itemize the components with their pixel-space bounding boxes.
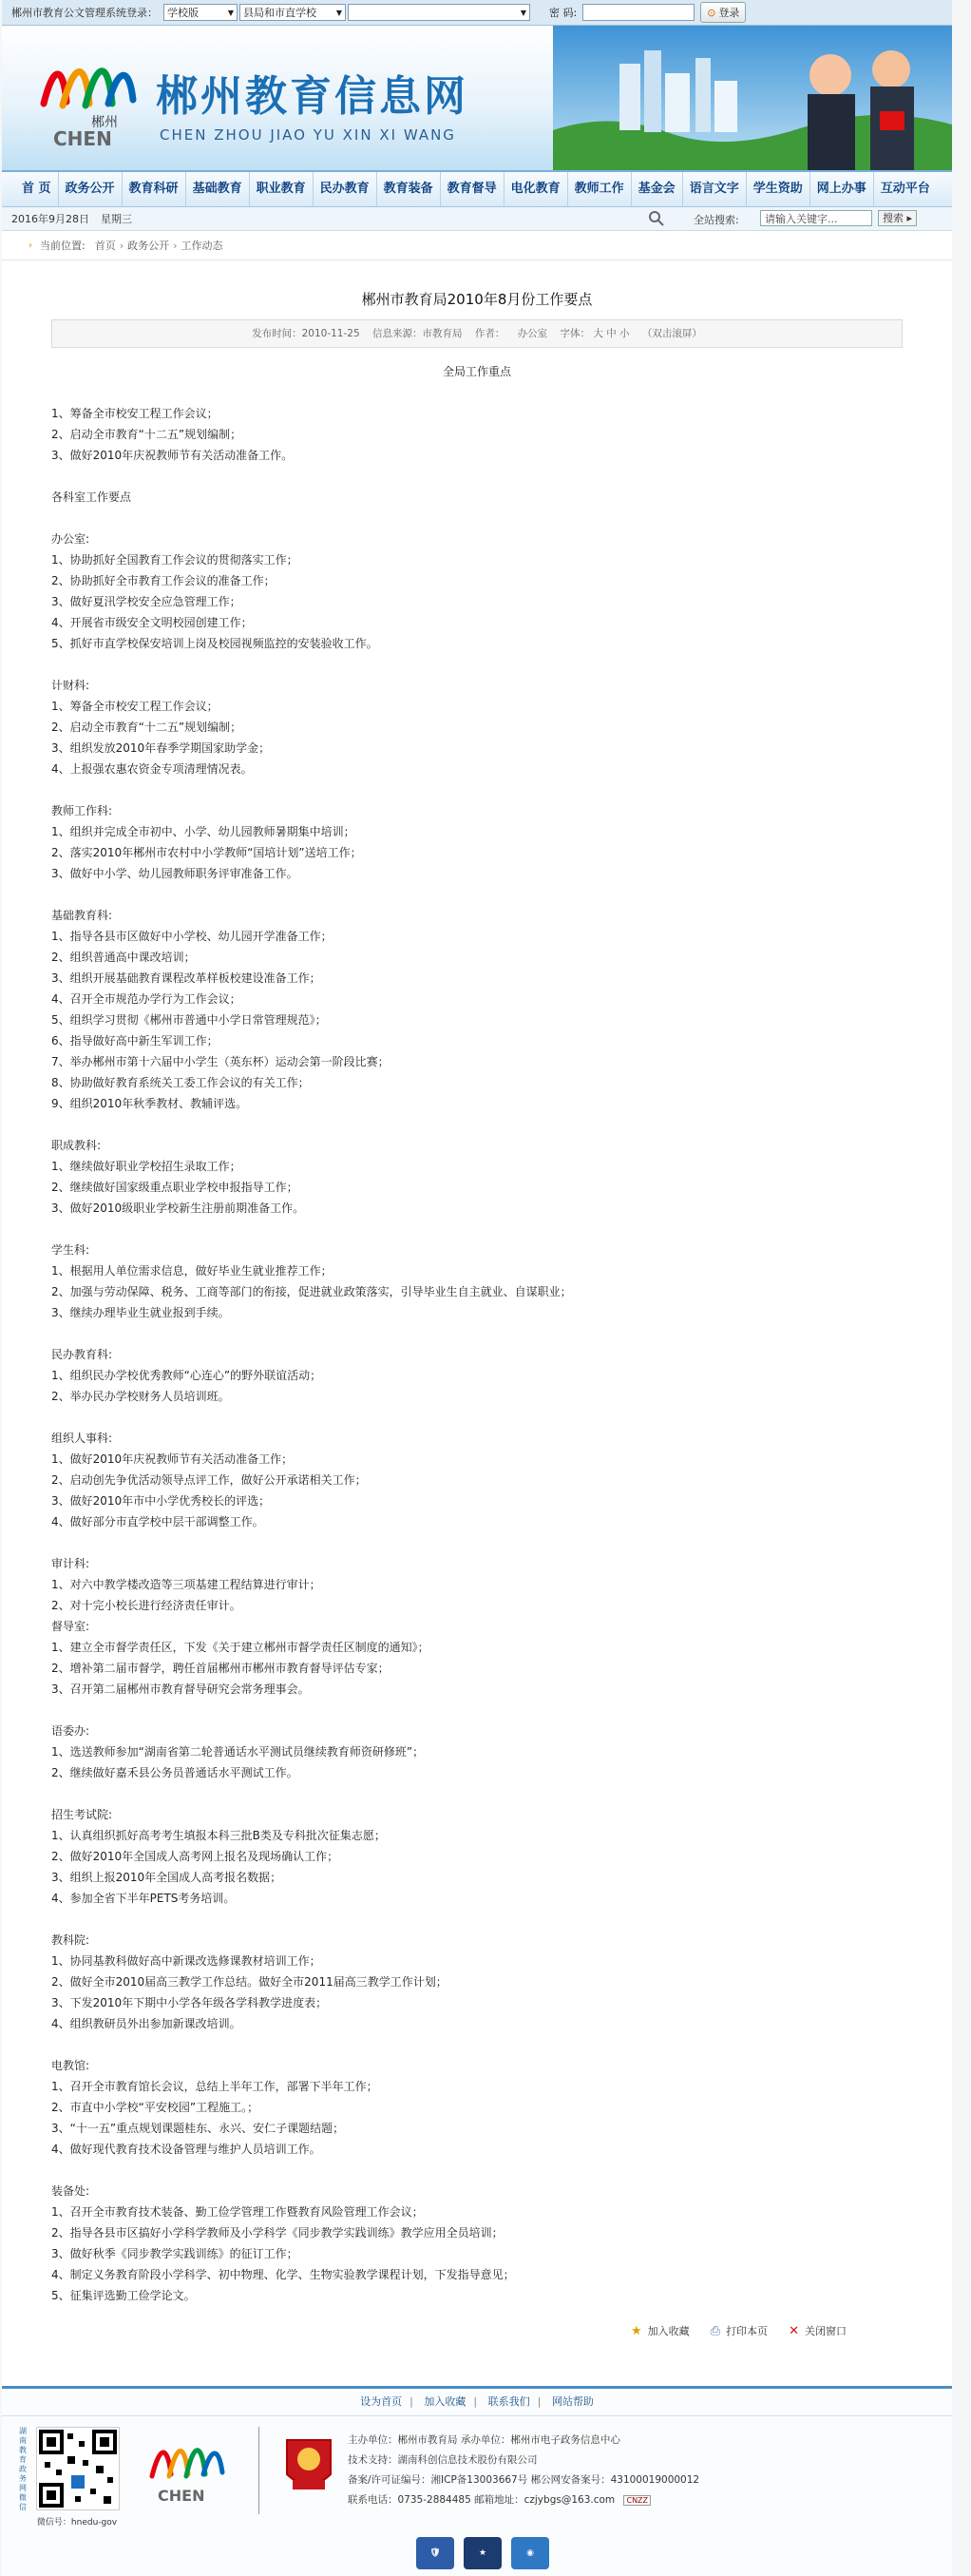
footer-links bbox=[2, 2389, 952, 2416]
school-select[interactable] bbox=[348, 4, 530, 21]
printer-icon: ⎙ bbox=[710, 2323, 721, 2338]
article-line: 基础教育科: bbox=[51, 909, 113, 922]
breadcrumb-separator: › bbox=[119, 239, 124, 252]
search-label: 全站搜索: bbox=[694, 214, 739, 226]
article-line: 2、举办民办学校财务人员培训班。 bbox=[51, 1390, 230, 1403]
article-line: 2、协助抓好全市教育工作会议的准备工作； bbox=[51, 574, 276, 587]
article-line: 1、筹备全市校安工程工作会议； bbox=[51, 407, 219, 420]
wechat-id: 微信号：hnedu-gov bbox=[36, 2518, 118, 2528]
site-banner bbox=[2, 26, 952, 170]
blank-line bbox=[51, 779, 903, 800]
footer-link-help[interactable]: 网站帮助 bbox=[551, 2395, 594, 2408]
nav-item-foundation[interactable]: 基金会 bbox=[632, 172, 683, 206]
nav-item-government-affairs[interactable]: 政务公开 bbox=[59, 172, 123, 206]
article-line: 1、认真组织抓好高考考生填报本科三批B类及专科批次征集志愿； bbox=[51, 1829, 386, 1842]
system-login-label: 郴州市教育公文管理系统登录： bbox=[11, 7, 158, 19]
article-line: 2、组织普通高中课改培训； bbox=[51, 951, 196, 964]
nav-item-private-education[interactable]: 民办教育 bbox=[314, 172, 377, 206]
article-lines bbox=[51, 403, 903, 2306]
article-line: 4、召开全市规范办学行为工作会议； bbox=[51, 992, 241, 1006]
article-line: 9、组织2010年秋季教材、教辅评选。 bbox=[51, 1097, 248, 1110]
footer-contact bbox=[348, 2490, 699, 2510]
article-line: 3、召开第二届郴州市教育督导研究会常务理事会。 bbox=[51, 1682, 310, 1696]
site-title-pinyin: CHEN ZHOU JIAO YU XIN XI WANG bbox=[160, 126, 456, 144]
article-line: 1、建立全市督学责任区，下发《关于建立郴州市督学责任区制度的通知》； bbox=[51, 1641, 429, 1654]
article-line: 4、开展省市级安全文明校园创建工作； bbox=[51, 616, 253, 629]
info-source: 信息来源：市教育局 bbox=[371, 328, 463, 339]
publish-time: 发布时间：2010-11-25 bbox=[252, 328, 360, 339]
article-line: 督导室: bbox=[51, 1620, 90, 1633]
blank-line bbox=[51, 1323, 903, 1344]
article-line: 7、举办郴州市第十六届中小学生（英东杯）运动会第一阶段比赛； bbox=[51, 1055, 390, 1068]
wechat-side-caption: 湖南教育政务网微信 bbox=[19, 2427, 27, 2511]
author-office: 办公室 bbox=[517, 328, 548, 339]
blank-line bbox=[51, 1700, 903, 1721]
article-line: 1、筹备全市校安工程工作会议； bbox=[51, 700, 219, 713]
blank-line bbox=[51, 654, 903, 675]
article-line: 1、组织民办学校优秀教师“心连心”的野外联谊活动； bbox=[51, 1369, 322, 1382]
article-line: 3、“十一五”重点规划课题桂东、永兴、安仁子课题结题； bbox=[51, 2122, 345, 2135]
footer-divider: | bbox=[473, 2395, 478, 2408]
article-line: 3、组织开展基础教育课程改革样板校建设准备工作； bbox=[51, 971, 321, 985]
blank-line bbox=[51, 2160, 903, 2181]
article-line: 3、做好2010级职业学校新生注册前期准备工作。 bbox=[51, 1201, 305, 1215]
article-line: 学生科: bbox=[51, 1243, 90, 1257]
page bbox=[2, 0, 952, 2573]
article-line: 审计科: bbox=[51, 1557, 90, 1570]
login-button[interactable] bbox=[700, 2, 746, 23]
article-line: 2、指导各县市区搞好小学科学教师及小学科学《同步教学实践训练》教学应用全员培训； bbox=[51, 2226, 504, 2240]
article-line: 2、加强与劳动保障、税务、工商等部门的衔接，促进就业政策落实，引导毕业生自主就业、自谋职业； bbox=[51, 1285, 572, 1298]
article-line: 4、组织教研员外出参加新课改培训。 bbox=[51, 2017, 241, 2030]
footer-link-add-favorite[interactable]: 加入收藏 bbox=[424, 2395, 466, 2408]
nav-item-teachers[interactable]: 教师工作 bbox=[568, 172, 632, 206]
article-line: 4、制定义务教育阶段小学科学、初中物理、化学、生物实验教学课程计划，下发指导意见； bbox=[51, 2268, 515, 2281]
nav-item-equipment[interactable]: 教育装备 bbox=[377, 172, 441, 206]
article-line: 招生考试院: bbox=[51, 1808, 113, 1821]
chenzhou-logo bbox=[30, 47, 144, 151]
search-input[interactable]: 请输入关键字... bbox=[760, 210, 872, 226]
article-line: 各科室工作要点 bbox=[51, 490, 132, 504]
close-window-button[interactable] bbox=[789, 2323, 847, 2338]
footer-record: 备案/许可证编号：湘ICP备13003667号 郴公网安备案号：43100019000012 bbox=[348, 2474, 700, 2486]
footer-divider-line bbox=[258, 2427, 259, 2514]
article-line: 1、组织并完成全市初中、小学、幼儿园教师暑期集中培训； bbox=[51, 825, 355, 838]
article-line: 1、召开全市教育馆长会议，总结上半年工作，部署下半年工作； bbox=[51, 2080, 378, 2093]
nav-item-student-aid[interactable]: 学生资助 bbox=[747, 172, 810, 206]
article-line: 3、组织上报2010年全国成人高考报名数据； bbox=[51, 1871, 282, 1884]
article-line: 3、做好夏汛学校安全应急管理工作； bbox=[51, 595, 241, 608]
article-line: 1、选送教师参加“湖南省第二轮普通话水平测试员继续教育师资研修班”； bbox=[51, 1745, 425, 1759]
article-line: 3、下发2010年下期中小学各年级各学科教学进度表； bbox=[51, 1996, 328, 2009]
breadcrumb-government-affairs[interactable]: 政务公开 bbox=[127, 240, 170, 252]
article-line: 2、对十完小校长进行经济责任审计。 bbox=[51, 1599, 241, 1612]
article-line: 4、做好现代教育技术设备管理与维护人员培训工作。 bbox=[51, 2143, 321, 2156]
article-line: 1、协同基教科做好高中新课改选修课教材培训工作； bbox=[51, 1954, 321, 1968]
article-line: 1、继续做好职业学校招生录取工作； bbox=[51, 1160, 241, 1173]
article-line: 5、组织学习贯彻《郴州市普通中小学日常管理规范》； bbox=[51, 1013, 327, 1027]
qr-code bbox=[36, 2427, 120, 2510]
article-line: 职成教科: bbox=[51, 1139, 102, 1152]
blank-line bbox=[51, 1783, 903, 1804]
article-body bbox=[51, 361, 903, 2306]
article-line: 3、做好2010年庆祝教师节有关活动准备工作。 bbox=[51, 449, 294, 462]
article-line: 电教馆: bbox=[51, 2059, 90, 2072]
search-button[interactable]: 搜索 ▸ bbox=[878, 210, 917, 226]
nav-item-e-learning[interactable]: 电化教育 bbox=[505, 172, 568, 206]
chevron-down-icon: ▼ bbox=[520, 8, 526, 17]
article-line: 4、做好部分市直学校中层干部调整工作。 bbox=[51, 1515, 264, 1528]
nav-item-research[interactable]: 教育科研 bbox=[123, 172, 186, 206]
article-line: 2、继续做好国家级重点职业学校申报指导工作； bbox=[51, 1181, 298, 1194]
school-type-select[interactable] bbox=[163, 4, 238, 21]
nav-item-home[interactable]: 首 页 bbox=[15, 172, 59, 206]
chevron-right-icon: › bbox=[29, 240, 32, 251]
footer-phone-email: 联系电话：0735-2884485 邮箱地址：czjybgs@163.com bbox=[348, 2494, 616, 2506]
svg-text:CHEN: CHEN bbox=[158, 2487, 205, 2505]
article-line: 3、组织发放2010年春季学期国家助学金； bbox=[51, 741, 271, 755]
article-line: 组织人事科: bbox=[51, 1432, 113, 1445]
chevron-down-icon: ▼ bbox=[335, 8, 342, 17]
date-search-bar bbox=[2, 207, 952, 231]
nav-item-supervision[interactable]: 教育督导 bbox=[441, 172, 505, 206]
password-field[interactable] bbox=[582, 4, 695, 21]
network-police-icon[interactable]: ◉ bbox=[511, 2537, 549, 2569]
article-line: 计财科: bbox=[51, 679, 90, 692]
article-line: 装备处: bbox=[51, 2184, 90, 2198]
article-line: 3、继续办理毕业生就业报到手续。 bbox=[51, 1306, 230, 1319]
article-center-heading: 全局工作重点 bbox=[442, 365, 511, 378]
current-date: 2016年9月28日 bbox=[11, 213, 89, 225]
footer-link-contact[interactable]: 联系我们 bbox=[487, 2395, 530, 2408]
article-title: 郴州市教育局2010年8月份工作要点 bbox=[361, 291, 593, 308]
blank-line bbox=[51, 884, 903, 905]
scroll-tip: （双击滚屏） bbox=[641, 328, 702, 339]
article-line: 办公室: bbox=[51, 532, 90, 546]
article-line: 1、协助抓好全国教育工作会议的贯彻落实工作； bbox=[51, 553, 298, 567]
article-line: 6、指导做好高中新生军训工作； bbox=[51, 1034, 219, 1048]
article-line: 2、增补第二届市督学，聘任首届郴州市郴州市教育督导评估专家； bbox=[51, 1662, 390, 1675]
party-government-badge bbox=[283, 2436, 334, 2497]
article-line: 语委办: bbox=[51, 1724, 90, 1738]
add-favorite-label: 加入收藏 bbox=[647, 2325, 690, 2337]
login-icon: ⊙ bbox=[707, 6, 716, 19]
site-footer bbox=[2, 2386, 952, 2576]
svg-text:CHEN: CHEN bbox=[53, 127, 112, 150]
blank-line bbox=[51, 1407, 903, 1428]
footer-divider: | bbox=[409, 2395, 413, 2408]
login-button-label: 登录 bbox=[718, 7, 740, 19]
article-line: 2、做好全市2010届高三教学工作总结。做好全市2011届高三教学工作计划； bbox=[51, 1975, 447, 1989]
police-badge-icon[interactable]: ★ bbox=[464, 2537, 502, 2569]
blank-line bbox=[51, 1114, 903, 1135]
close-icon: ✕ bbox=[789, 2323, 799, 2338]
article-line: 1、做好2010年庆祝教师节有关活动准备工作； bbox=[51, 1452, 294, 1466]
footer-link-set-homepage[interactable]: 设为首页 bbox=[360, 2395, 403, 2408]
school-type-value: 学校版 bbox=[167, 7, 199, 19]
blank-line bbox=[51, 1909, 903, 1930]
blank-line bbox=[51, 1532, 903, 1553]
search-button-label: 搜索 bbox=[883, 212, 904, 224]
chenzhou-footer-logo bbox=[144, 2432, 230, 2509]
breadcrumb-work-news[interactable]: 工作动态 bbox=[181, 240, 223, 252]
footer-tech-support: 技术支持：湖南科创信息技术股份有限公司 bbox=[348, 2454, 538, 2466]
article-line: 2、继续做好嘉禾县公务员普通话水平测试工作。 bbox=[51, 1766, 298, 1779]
article-line: 2、落实2010年郴州市农村中小学教师“国培计划”送培工作； bbox=[51, 846, 362, 859]
breadcrumb-label: 当前位置: bbox=[40, 240, 86, 252]
banner-city-image bbox=[553, 26, 952, 170]
article-line: 3、做好2010年市中小学优秀校长的评选； bbox=[51, 1494, 271, 1508]
footer-certification-icons bbox=[416, 2537, 559, 2569]
wechat-qr-block bbox=[36, 2427, 118, 2528]
unit-value: 县局和市直学校 bbox=[243, 7, 316, 19]
chevron-down-icon: ▼ bbox=[227, 8, 234, 17]
article-line: 3、做好秋季《同步教学实践训练》的征订工作； bbox=[51, 2247, 298, 2260]
blank-line bbox=[51, 1219, 903, 1240]
article-line: 4、参加全省下半年PETS考务培训。 bbox=[51, 1892, 236, 1905]
article-line: 2、启动全市教育“十二五”规划编制； bbox=[51, 428, 242, 441]
article-line: 2、市直中小学校“平安校园”工程施工。； bbox=[51, 2101, 259, 2114]
svg-text:郴州: 郴州 bbox=[91, 115, 118, 130]
article-actions bbox=[631, 2323, 867, 2338]
footer-info bbox=[348, 2431, 699, 2510]
nav-item-vocational[interactable]: 职业教育 bbox=[250, 172, 314, 206]
breadcrumb-separator: › bbox=[173, 239, 178, 252]
certification-shield-icon[interactable]: 🛡 bbox=[416, 2537, 454, 2569]
article-line: 1、指导各县市区做好中小学校、幼儿园开学准备工作； bbox=[51, 930, 333, 943]
footer-sponsor: 主办单位：郴州市教育局 承办单位：郴州市电子政务信息中心 bbox=[348, 2434, 620, 2446]
nav-item-interactive[interactable]: 互动平台 bbox=[880, 182, 930, 196]
article-line: 1、对六中教学楼改造等三项基建工程结算进行审计； bbox=[51, 1578, 321, 1591]
article-meta bbox=[51, 319, 903, 348]
spacer bbox=[51, 382, 903, 403]
article-line: 2、启动创先争优活动领导点评工作，做好公开承诺相关工作； bbox=[51, 1473, 367, 1487]
article-line: 2、做好2010年全国成人高考网上报名及现场确认工作； bbox=[51, 1850, 339, 1863]
article-line: 教科院: bbox=[51, 1933, 90, 1947]
unit-select[interactable] bbox=[239, 4, 346, 21]
close-window-label: 关闭窗口 bbox=[804, 2325, 847, 2337]
article-line: 3、做好中小学、幼儿园教师职务评审准备工作。 bbox=[51, 867, 298, 880]
breadcrumb-home[interactable]: 首页 bbox=[94, 240, 116, 252]
password-label: 密 码: bbox=[549, 7, 578, 19]
article-line: 民办教育科: bbox=[51, 1348, 113, 1361]
font-size-switch[interactable]: 大 中 小 bbox=[593, 328, 630, 339]
cnzz-badge[interactable]: CNZZ bbox=[623, 2495, 651, 2506]
print-label: 打印本页 bbox=[726, 2325, 769, 2337]
font-size-label: 字体： bbox=[560, 328, 591, 339]
article-line: 教师工作科: bbox=[51, 804, 113, 817]
article-line: 1、召开全市教育技术装备、勤工俭学管理工作暨教育风险管理工作会议； bbox=[51, 2205, 424, 2219]
blank-line bbox=[51, 508, 903, 529]
main-nav bbox=[2, 170, 952, 207]
folder-star-icon: ★ bbox=[631, 2323, 642, 2338]
site-title: 郴州教育信息网 bbox=[156, 72, 468, 121]
nav-item-basic-education[interactable]: 基础教育 bbox=[186, 172, 250, 206]
article-line: 1、根据用人单位需求信息，做好毕业生就业推荐工作； bbox=[51, 1264, 333, 1278]
article-line: 8、协助做好教育系统关工委工作会议的有关工作； bbox=[51, 1076, 310, 1089]
article-line: 2、启动全市教育“十二五”规划编制； bbox=[51, 721, 242, 734]
article-line: 5、征集评选勤工俭学论文。 bbox=[51, 2289, 196, 2302]
print-button[interactable] bbox=[711, 2323, 768, 2338]
nav-item-online-services[interactable]: 网上办事 bbox=[810, 172, 874, 206]
add-favorite-button[interactable] bbox=[631, 2323, 690, 2338]
article-line: 5、抓好市直学校保安培训上岗及校园视频监控的安装验收工作。 bbox=[51, 637, 378, 650]
nav-item-language[interactable]: 语言文字 bbox=[683, 172, 747, 206]
article bbox=[2, 289, 952, 2306]
blank-line bbox=[51, 466, 903, 487]
search-icon bbox=[648, 210, 665, 227]
blank-line bbox=[51, 2034, 903, 2055]
footer-divider: | bbox=[537, 2395, 542, 2408]
breadcrumb bbox=[2, 231, 952, 260]
current-weekday: 星期三 bbox=[101, 213, 132, 225]
article-line: 4、上报强农惠农资金专项清理情况表。 bbox=[51, 762, 253, 776]
login-bar bbox=[2, 0, 952, 26]
author: 作者： bbox=[474, 328, 505, 339]
